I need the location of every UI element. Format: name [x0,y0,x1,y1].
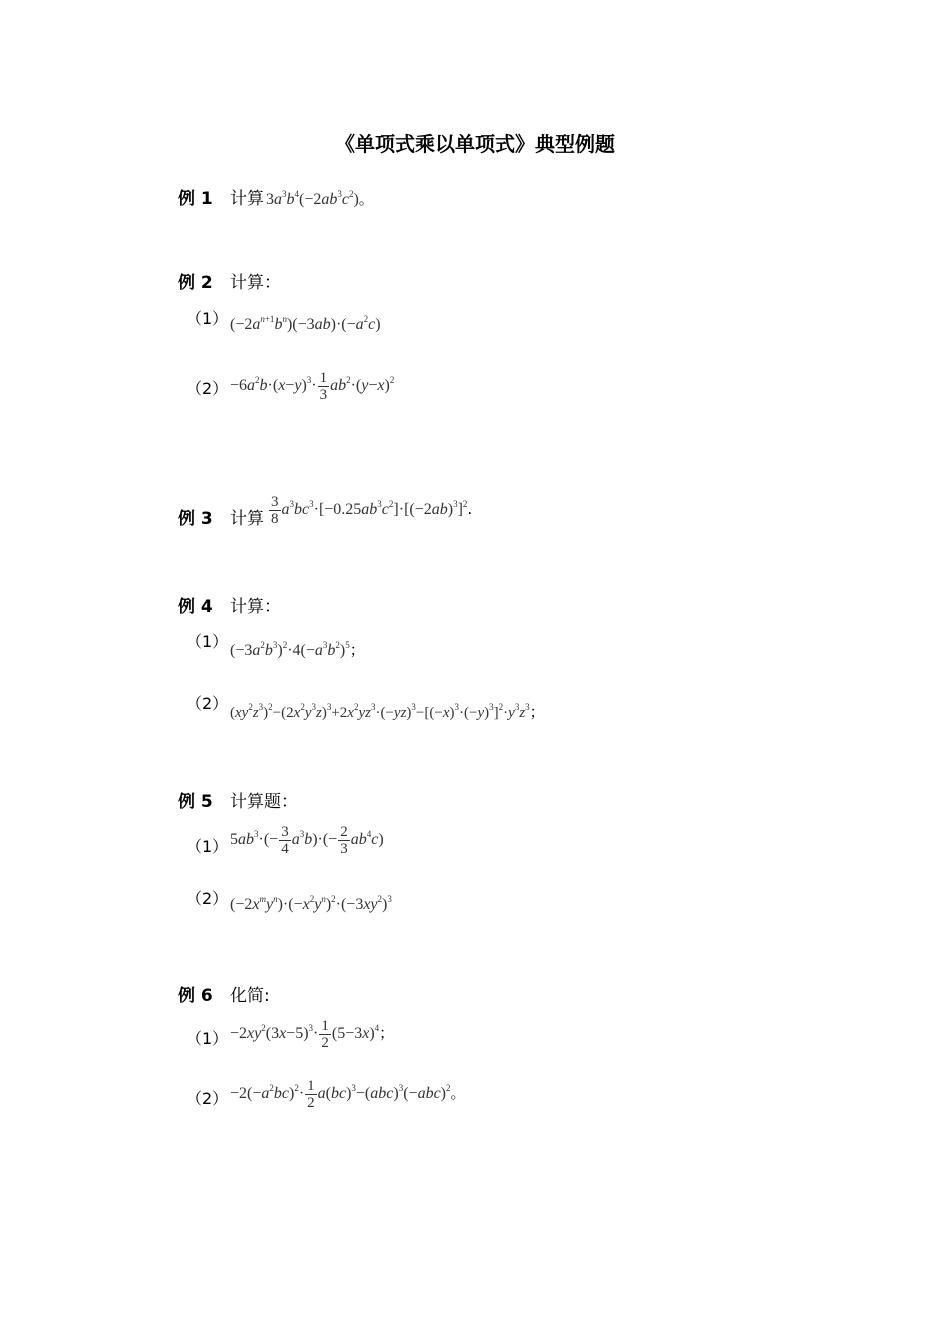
example-3-label: 例 3 [178,509,213,529]
example-5-part-2: （2） [186,889,229,908]
example-2-part-1: （1） [186,309,229,328]
example-6-label: 例 6 [178,986,213,1006]
page-title: 《单项式乘以单项式》典型例题 [335,132,615,156]
example-5-label: 例 5 [178,792,213,812]
example-4-part-1: （1） [186,632,229,651]
example-2-instruction: 计算： [230,273,281,293]
example-1-label: 例 1 [178,189,213,209]
example-1-expression: $3a^3b^4(-2ab^3c^2)$ [266,189,359,208]
example-5-expression-1: $5ab^3\cdot(-$ $\frac{3}{4}$ $a^3b)\cdot(-$ $\frac{2}{3}$ $ab^4c$) [230,824,384,857]
example-3-instruction: 计算 [230,509,264,529]
example-2-expression-1: $(-2a^{n+1}b^n)(-3ab)\cdot(-a^2c)$ [230,314,381,333]
example-4-expression-1: $(-3a^2b^3)^2\cdot 4(-a^3b^2)^5$； [230,640,365,659]
example-5-part-1: （1） [186,837,229,856]
example-6-instruction: 化简: [230,986,270,1006]
example-4-label: 例 4 [178,597,213,617]
example-2-label: 例 2 [178,273,213,293]
example-2-expression-2: $-6a^2b\cdot(x-y)^3\cdot$ $\frac{1}{3}$ $ab^2\cdot(y-x)^2$ [230,370,395,403]
example-4-expression-2: $(xy^2z^3)^2-(2x^2y^3z)^3+2x^2yz^3\cdot(-yz)^3-[(-x)^3\cdot(-y)^3]^2\cdot y^3z^3$； [230,702,545,721]
example-2-part-2: （2） [186,379,229,398]
example-4-part-2: （2） [186,694,229,713]
example-5-expression-2: $(-2x^my^n)\cdot(-x^2y^n)^2\cdot(-3xy^2)^3$ [230,894,392,913]
example-6-expression-2: $-2(-a^2bc)^2\cdot$ $\frac{1}{2}$ $a(bc)^3-(abc)^3(-abc)^2$。 [230,1078,466,1111]
example-1-instruction: 计算 $3a^3b^4(-2ab^3c^2)$。 [230,189,374,209]
example-6-part-1: （1） [186,1029,229,1048]
example-3-expression: $\frac{3}{8}$ $a^3bc^3\cdot[-0.25ab^3c^2]\cdot[(-2ab)^3]^2$. [271,494,473,527]
example-6-expression-1: $-2xy^2(3x-5)^3\cdot$ $\frac{1}{2}$ $(5-3x)^4$； [230,1018,395,1051]
example-4-instruction: 计算： [230,597,281,617]
example-6-part-2: （2） [186,1089,229,1108]
example-5-instruction: 计算题： [230,792,298,812]
